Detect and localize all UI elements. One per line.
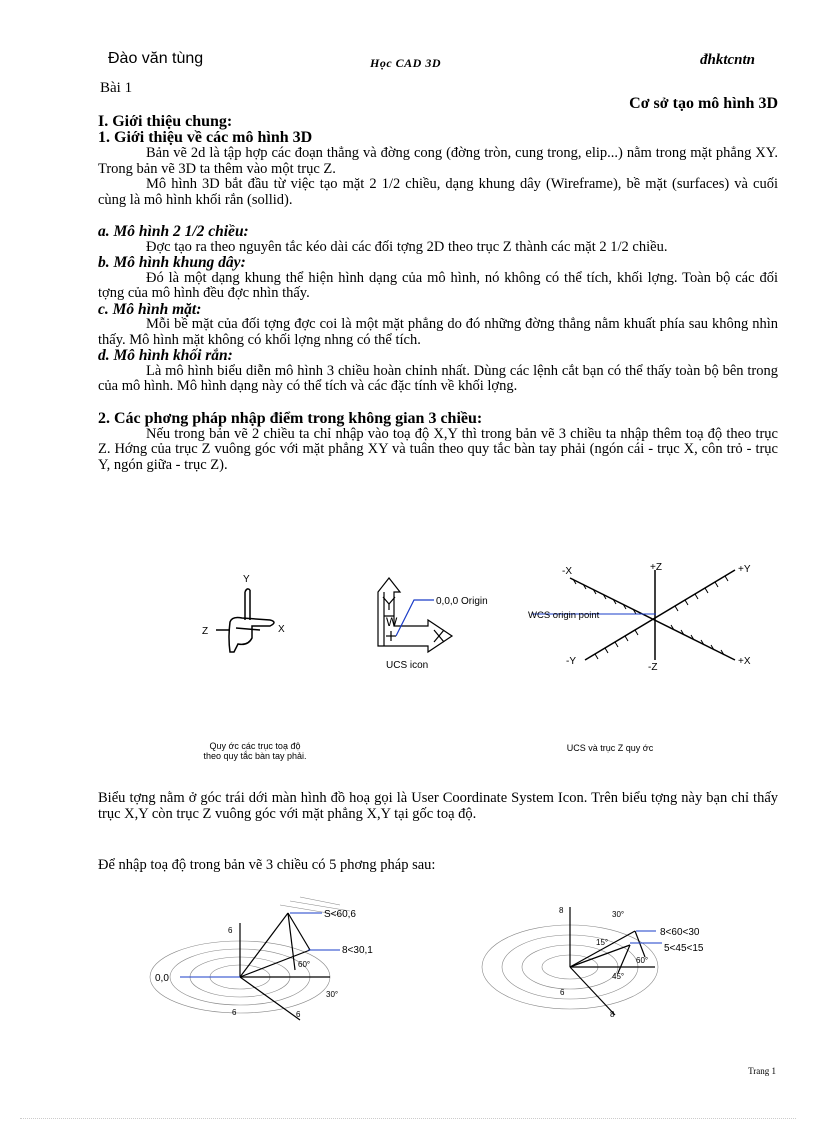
figure-coordinate-input — [140, 895, 780, 1025]
item-heading-d: d. Mô hình khối rắn: — [98, 347, 233, 364]
section-heading: I. Giới thiệu chung: — [98, 113, 233, 130]
paragraph: Đó là một dạng khung thể hiện hình dạng của mô hình, nó không có thể tích, khối lợng. Toàn bộ các đối tợng của mô hình đều đợc nhìn thấy. — [98, 269, 778, 301]
label-origin: 0,0 — [155, 973, 169, 984]
paragraph: Bản vẽ 2d là tập hợp các đoạn thẳng và đờng cong (đờng tròn, cung trong, elip...) nằm trong mặt phẳng XY. Trong bản vẽ 3D ta thêm vào một trục Z. — [98, 145, 778, 177]
footer-divider — [20, 1118, 796, 1119]
paragraph: Mỗi bề mặt của đối tợng đợc coi là một mặt phẳng do đó những đờng thẳng nằm khuất phía sau không nhìn thấy. Mô hình mặt không có khối lợng nhng có thể tích. — [98, 316, 778, 348]
label-6-bottom: 6 — [296, 1010, 301, 1019]
paragraph: Là mô hình biểu diễn mô hình 3 chiều hoàn chỉnh nhất. Dùng các lệnh cắt bạn có thể thấy toàn bộ bên trong của mô hình. Mô hình dạng này có thể tích và các đặc tính về khối lợng. — [98, 362, 778, 394]
item-heading-b: b. Mô hình khung dây: — [98, 254, 246, 271]
header-author: Đào văn tùng — [108, 50, 204, 67]
item-heading-c: c. Mô hình mặt: — [98, 300, 202, 318]
label-6-left-r: 6 — [560, 988, 565, 997]
lesson-label: Bài 1 — [100, 80, 133, 96]
ucs-label-w: W — [386, 615, 398, 629]
label-30-deg: 30° — [326, 990, 339, 999]
label-45-deg: 45° — [612, 972, 625, 981]
paragraph: Đợc tạo ra theo nguyên tắc kéo dài các đối tợng 2D theo trục Z thành các mặt 2 1/2 chiều. — [146, 238, 668, 255]
ucs-icon-label: UCS icon — [386, 660, 429, 671]
paragraph-ucs-icon: Biểu tợng nằm ở góc trái dới màn hình đồ hoạ gọi là User Coordinate System Icon. Trên biểu tợng này bạn chỉ thấy trục X,Y còn trục Z vuông góc với mặt phẳng X,Y tại gốc toạ độ. — [98, 790, 778, 822]
wcs-label-pos-y: +Y — [738, 564, 751, 575]
caption-ucs: UCS và trục Z quy ớc — [566, 743, 654, 753]
hand-label-x: X — [278, 624, 285, 635]
hand-label-z: Z — [202, 626, 209, 637]
page-title: Cơ sở tạo mô hình 3D — [629, 95, 778, 112]
header-course: Học CAD 3D — [370, 56, 441, 70]
caption-hand-rule: Quy ớc các trục toạ độ theo quy tắc bàn tay phải. — [203, 741, 307, 761]
wcs-label-neg-y: -Y — [566, 656, 576, 667]
paragraph: Nếu trong bản vẽ 2 chiều ta chỉ nhập vào toạ độ X,Y thì trong bản vẽ 3 chiều ta nhập thêm toạ độ theo trục Z. Hớng của trục Z vuông góc với mặt phẳng XY và tuân theo quy tắc bàn tay phải (ngón cái - trục X, côn trỏ - trục Y, ngón giữa - trục Z). — [98, 425, 778, 473]
page-number: Trang 1 — [748, 1066, 776, 1076]
ucs-origin-label: 0,0,0 Origin — [436, 596, 488, 607]
section-1 — [98, 114, 778, 473]
header-right: đhktcntn — [700, 52, 756, 68]
label-30-deg-r: 30° — [612, 910, 625, 919]
label-60-deg: 60° — [298, 960, 311, 969]
label-5-45-15: 5<45<15 — [664, 943, 704, 954]
wcs-origin-label: WCS origin point — [528, 610, 600, 621]
cylindrical-coords-diagram — [150, 897, 350, 1013]
figure-coordinate-systems — [190, 560, 810, 680]
subsection-heading: 1. Giới thiệu về các mô hình 3D — [98, 129, 313, 146]
wcs-label-pos-x: +X — [738, 656, 751, 667]
label-8-60-30: 8<60<30 — [660, 927, 700, 938]
item-heading-a: a. Mô hình 2 1/2 chiều: — [98, 223, 249, 240]
label-6-left: 6 — [232, 1008, 237, 1017]
paragraph: Mô hình 3D bắt đầu từ việc tạo mặt 2 1/2 chiều, dạng khung dây (Wireframe), bề mặt (surfaces) và cuối cùng là mô hình khối rắn (sollid). — [98, 176, 778, 208]
section-2-heading: 2. Các phơng pháp nhập điểm trong không gian 3 chiều: — [98, 409, 483, 427]
label-15-deg: 15° — [596, 938, 609, 947]
label-60-deg-r: 60° — [636, 956, 649, 965]
label-8-top: 8 — [559, 906, 564, 915]
label-6-top: 6 — [228, 926, 233, 935]
wcs-label-pos-z: +Z — [650, 562, 662, 573]
label-8-bottom: 8 — [610, 1010, 615, 1019]
wcs-label-neg-x: -X — [562, 566, 572, 577]
label-s-60-6: S<60,6 — [324, 909, 356, 920]
right-hand-rule-figure — [216, 589, 274, 652]
hand-label-y: Y — [243, 574, 250, 585]
paragraph-methods: Để nhập toạ độ trong bản vẽ 3 chiều có 5 phơng pháp sau: — [98, 857, 436, 873]
label-8-30-1: 8<30,1 — [342, 945, 373, 956]
wcs-label-neg-z: -Z — [648, 662, 658, 673]
